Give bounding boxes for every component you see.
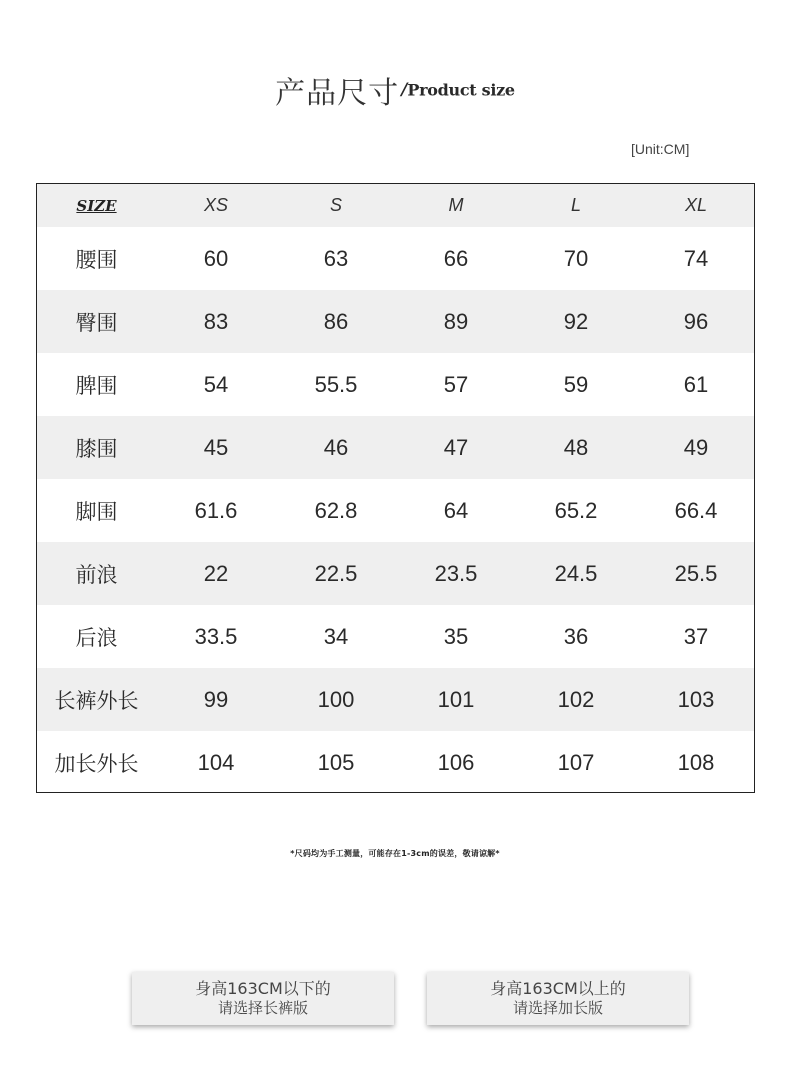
table-row [37, 731, 754, 794]
table-cell: 106 [437, 749, 475, 775]
table-cell: 36 [563, 623, 589, 649]
table-cell: 25.5 [674, 560, 718, 586]
table-cell: 59 [563, 371, 589, 397]
table-cell: 103 [677, 686, 715, 712]
table-cell: 70 [563, 245, 589, 271]
table-row [37, 290, 754, 353]
table-cell: 83 [203, 308, 229, 334]
table-row [37, 353, 754, 416]
table-cell: 96 [683, 308, 709, 334]
regular-length-button[interactable] [132, 972, 394, 1025]
table-cell: 92 [563, 308, 589, 334]
button-line2: 请选择长裤版 [217, 999, 308, 1017]
table-cell: 65.2 [554, 497, 598, 523]
row-label: 臀围 [75, 310, 118, 335]
header-cell-xl: XL [684, 195, 708, 215]
table-cell: 66 [443, 245, 469, 271]
table-cell: 34 [323, 623, 349, 649]
table-cell: 24.5 [554, 560, 598, 586]
table-row [37, 479, 754, 542]
table-cell: 37 [683, 623, 709, 649]
row-label: 脚围 [75, 499, 118, 524]
table-cell: 101 [437, 686, 475, 712]
table-cell: 66.4 [674, 497, 718, 523]
table-cell: 61.6 [194, 497, 238, 523]
table-cell: 49 [683, 434, 709, 460]
table-cell: 86 [323, 308, 349, 334]
header-cell-l: L [570, 195, 581, 215]
table-cell: 107 [557, 749, 595, 775]
table-cell: 104 [197, 749, 235, 775]
table-cell: 54 [203, 371, 229, 397]
table-cell: 60 [203, 245, 229, 271]
table-cell: 62.8 [314, 497, 358, 523]
table-cell: 48 [563, 434, 589, 460]
row-label: 长裤外长 [54, 688, 139, 713]
table-row [37, 542, 754, 605]
row-label: 前浪 [75, 562, 118, 587]
row-label: 膝围 [75, 436, 118, 461]
unit-label: [Unit:CM] [631, 141, 690, 157]
page-title [0, 68, 790, 112]
table-cell: 46 [323, 434, 349, 460]
table-cell: 23.5 [434, 560, 478, 586]
title-english: Product size [407, 80, 515, 100]
table-row [37, 227, 754, 290]
header-cell-xs: XS [203, 195, 228, 215]
table-cell: 47 [443, 434, 469, 460]
table-cell: 64 [443, 497, 469, 523]
table-cell: 89 [443, 308, 469, 334]
title-chinese: 产品尺寸 [275, 76, 400, 111]
table-row [37, 605, 754, 668]
button-line1: 身高163CM以下的 [195, 979, 331, 998]
table-header-row [37, 184, 754, 227]
table-cell: 22 [203, 560, 229, 586]
table-cell: 45 [203, 434, 229, 460]
button-line2: 请选择加长版 [512, 999, 603, 1017]
table-cell: 63 [323, 245, 349, 271]
header-cell-s: S [329, 195, 342, 215]
table-cell: 99 [203, 686, 229, 712]
table-cell: 55.5 [314, 371, 358, 397]
row-label: 腰围 [75, 247, 118, 272]
row-label: 脾围 [75, 373, 118, 398]
table-cell: 33.5 [194, 623, 238, 649]
table-cell: 105 [317, 749, 355, 775]
row-label: 后浪 [75, 625, 118, 650]
table-cell: 35 [443, 623, 469, 649]
header-cell-size: SIZE [76, 196, 117, 215]
title-slash: / [401, 80, 408, 100]
table-cell: 108 [677, 749, 715, 775]
table-cell: 22.5 [314, 560, 358, 586]
table-cell: 100 [317, 686, 355, 712]
measurement-note: *尺码均为手工测量，可能存在1-3cm的误差，敬请谅解* [290, 849, 500, 858]
table-row [37, 416, 754, 479]
table-cell: 57 [443, 371, 469, 397]
table-cell: 61 [683, 371, 709, 397]
extended-length-button[interactable] [427, 972, 689, 1025]
button-line1: 身高163CM以上的 [490, 979, 626, 998]
size-table [36, 183, 755, 793]
table-cell: 74 [683, 245, 709, 271]
header-cell-m: M [448, 195, 464, 215]
table-row [37, 668, 754, 731]
table-cell: 102 [557, 686, 595, 712]
row-label: 加长外长 [54, 751, 139, 776]
